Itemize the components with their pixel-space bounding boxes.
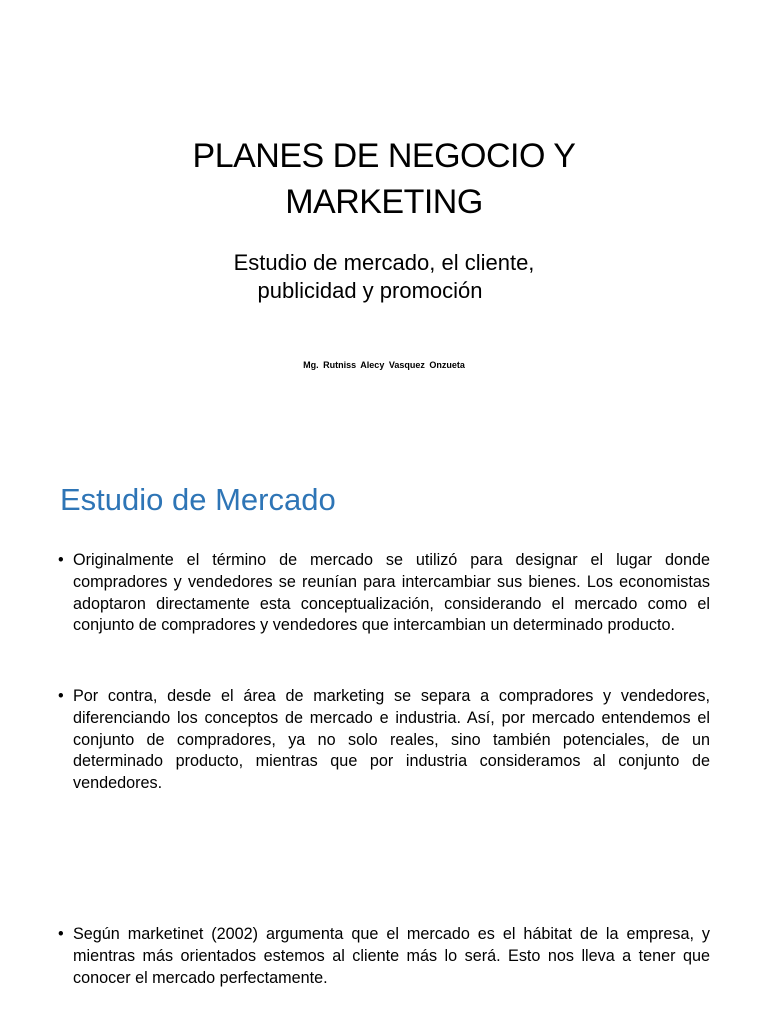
bullet-text: Originalmente el término de mercado se utilizó para designar el lugar donde compradores y vendedores se reunían para intercambiar sus bienes. Los economistas adoptaron directamente esta conceptualización, considerando el mercado como el conjunto de compradores y vendedores que intercambian un determinado producto. (73, 551, 710, 635)
title-line-2: MARKETING (285, 183, 483, 221)
bullet-item (58, 550, 710, 637)
section-heading: Estudio de Mercado (60, 482, 336, 517)
title-line-1: PLANES DE NEGOCIO Y (192, 137, 576, 175)
author-name: Mg. Rutniss Alecy Vasquez Onzueta (303, 360, 465, 370)
presentation-title (0, 133, 768, 225)
bullet-dot-icon: • (58, 925, 64, 943)
bullet-dot-icon: • (58, 551, 64, 569)
presentation-subtitle (0, 249, 768, 305)
content-slide (0, 430, 768, 1024)
bullet-text: Según marketinet (2002) argumenta que el mercado es el hábitat de la empresa, y mientras más orientados estemos al cliente más lo será. Esto nos lleva a tener que conocer el mercado perfectamente. (73, 925, 710, 987)
bullet-text: Por contra, desde el área de marketing se separa a compradores y vendedores, diferenciando los conceptos de mercado e industria. Así, por mercado entendemos el conjunto de compradores, ya no solo reales, sino también potenciales, de un determinado producto, mientras que por industria consideramos al conjunto de vendedores. (73, 687, 710, 793)
title-slide (0, 0, 768, 430)
subtitle-line-1: Estudio de mercado, el cliente, (233, 250, 535, 275)
subtitle-line-2: publicidad y promoción (257, 278, 483, 303)
bullet-dot-icon: • (58, 687, 64, 705)
bullet-item (58, 924, 710, 989)
bullet-item (58, 686, 710, 795)
